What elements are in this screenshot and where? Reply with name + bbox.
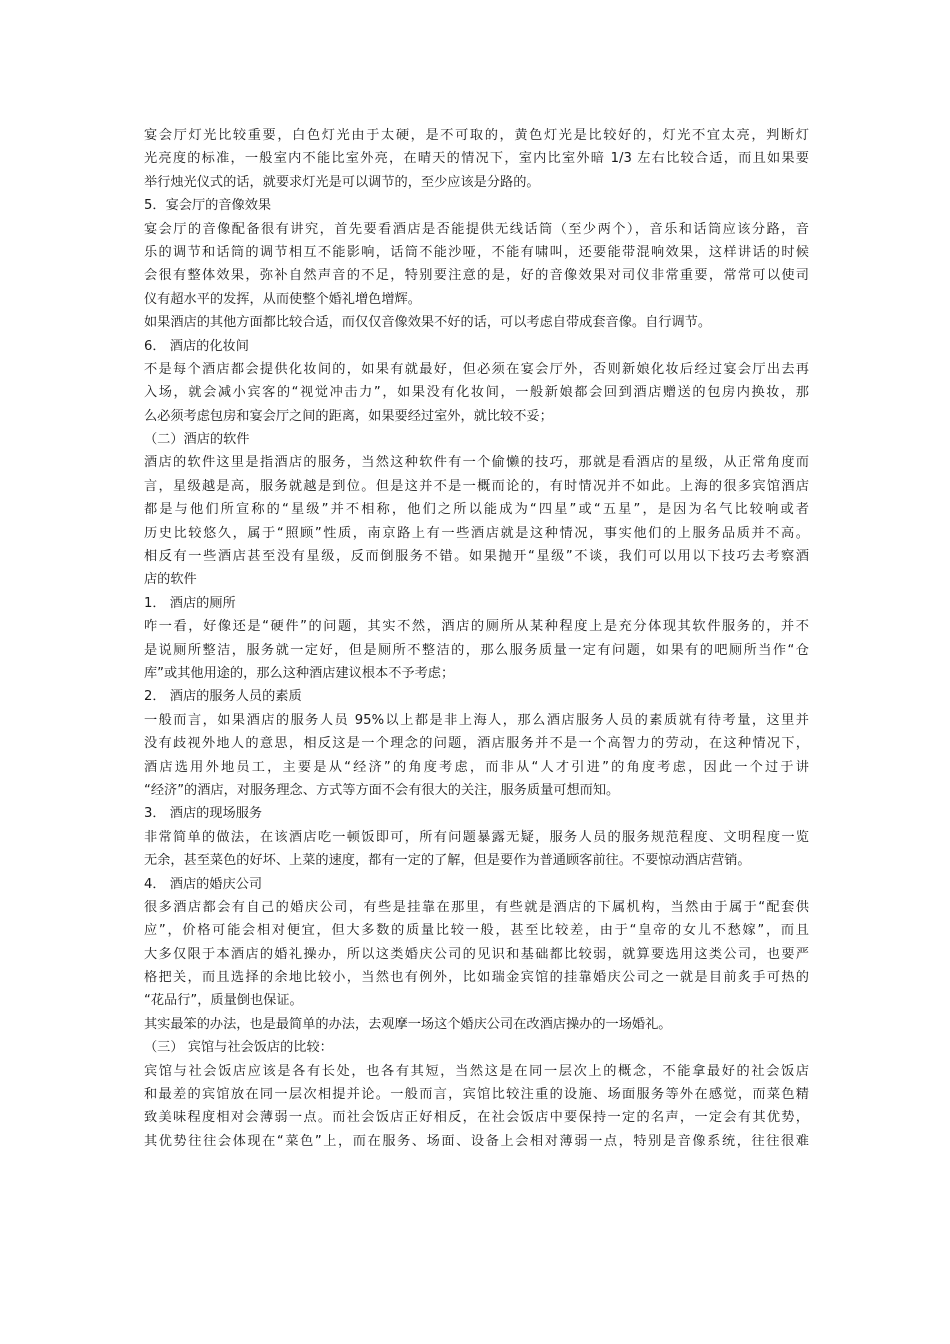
text-line: （三） 宾馆与社会饭店的比较： [144,1040,333,1056]
text-line: 致美味程度相对会薄弱一点。而社会饭店正好相反，在社会饭店中要保持一定的名声，一定会有其优势， [144,1110,809,1126]
text-line: 应”，价格可能会相对便宜，但大多数的质量比较一般，甚至比较差，由于“皇帝的女儿不愁嫁”，而且 [144,923,809,939]
text-line: 格把关，而且选择的余地比较小，当然也有例外，比如瑞金宾馆的挂靠婚庆公司之一就是目前炙手可热的 [144,970,809,986]
text-line: 仪有超水平的发挥，从而使整个婚礼增色增辉。 [144,291,421,307]
text-line: “花品行”，质量倒也保证。 [144,993,303,1009]
text-line: 无余，甚至菜色的好坏、上菜的速度，都有一定的了解，但是要作为普通顾客前往。不要惊动酒店营销。 [144,853,751,869]
text-line: 会很有整体效果，弥补自然声音的不足，特别要注意的是，好的音像效果对司仪非常重要，常常可以使司 [144,268,809,284]
text-line: 6． 酒店的化妆间 [144,338,249,354]
text-line: 宴会厅灯光比较重要，白色灯光由于太硬，是不可取的，黄色灯光是比较好的，灯光不宜太亮，判断灯 [144,128,809,143]
text-line: 咋一看，好像还是“硬件”的问题，其实不然，酒店的厕所从某种程度上是充分体现其软件服务的，并不 [144,619,809,635]
text-line: 4． 酒店的婚庆公司 [144,876,263,892]
text-line: 很多酒店都会有自己的婚庆公司，有些是挂靠在那里，有些就是酒店的下属机构，当然由于属于“配套供 [144,899,809,915]
text-line: 举行烛光仪式的话，就要求灯光是可以调节的，至少应该是分路的。 [144,174,540,190]
text-line: 大多仅限于本酒店的婚礼操办，所以这类婚庆公司的见识和基础都比较弱，就算要选用这类公司，也要严 [144,946,809,962]
text-line: 店的软件 [144,572,197,588]
text-line: 宴会厅的音像配备很有讲究，首先要看酒店是否能提供无线话筒（至少两个），音乐和话筒应该分路，音 [144,221,809,237]
text-line: 3． 酒店的现场服务 [144,806,263,822]
text-line: 相反有一些酒店甚至没有星级，反而倒服务不错。如果抛开“星级”不谈，我们可以用以下技巧去考察酒 [144,549,809,565]
text-line: 言，星级越是高，服务就越是到位。但是这并不是一概而论的，有时情况并不如此。上海的很多宾馆酒店 [144,478,809,494]
text-line: 不是每个酒店都会提供化妆间的，如果有就最好，但必须在宴会厅外，否则新娘化妆后经过宴会厅出去再 [144,361,809,377]
text-line: 是说厕所整洁，服务就一定好，但是厕所不整洁的，那么服务质量一定有问题，如果有的吧厕所当作“仓 [144,642,809,658]
text-line: 酒店选用外地员工，主要是从“经济”的角度考虑，而非从“人才引进”的角度考虑，因此一个过于讲 [144,759,809,775]
text-line: 酒店的软件这里是指酒店的服务，当然这种软件有一个偷懒的技巧，那就是看酒店的星级，从正常角度而 [144,455,809,471]
text-line: 入场，就会减小宾客的“视觉冲击力”，如果没有化妆间，一般新娘都会回到酒店赠送的包房内换妆，那 [144,385,809,401]
text-line: 都是与他们所宣称的“星级”并不相称，他们之所以能成为“四星”或“五星”，是因为名气比较响或者 [144,502,809,518]
text-line: 1． 酒店的厕所 [144,595,236,611]
text-line: “经济”的酒店，对服务理念、方式等方面不会有很大的关注，服务质量可想而知。 [144,782,620,798]
text-line: 5．宴会厅的音像效果 [144,198,272,214]
text-line: 和最差的宾馆放在同一层次相提并论。一般而言，宾馆比较注重的设施、场面服务等外在感觉，而菜色精 [144,1087,809,1103]
text-line: 2． 酒店的服务人员的素质 [144,689,302,705]
text-line: 光亮度的标准，一般室内不能比室外亮，在晴天的情况下，室内比室外暗 1/3 左右比较合适，而且如果要 [144,151,809,167]
text-line: 一般而言，如果酒店的服务人员 95%以上都是非上海人，那么酒店服务人员的素质就有待考量，这里并 [144,712,809,728]
text-line: 乐的调节和话筒的调节相互不能影响，话筒不能沙哑，不能有啸叫，还要能带混响效果，这样讲话的时候 [144,244,809,260]
text-line: 么必须考虑包房和宴会厅之间的距离，如果要经过室外，就比较不妥； [144,408,553,424]
document-body [144,124,809,1153]
text-line: 没有歧视外地人的意思，相反这是一个理念的问题，酒店服务并不是一个高智力的劳动，在这种情况下， [144,736,809,752]
text-line: 如果酒店的其他方面都比较合适，而仅仅音像效果不好的话，可以考虑自带成套音像。自行调节。 [144,315,712,331]
text-line: 历史比较悠久，属于“照顾”性质，南京路上有一些酒店就是这种情况，事实他们的上服务品质并不高。 [144,525,809,541]
text-line: 宾馆与社会饭店应该是各有长处，也各有其短，当然这是在同一层次上的概念，不能拿最好的社会饭店 [144,1063,809,1079]
text-line: 其优势往往会体现在“菜色”上，而在服务、场面、设备上会相对薄弱一点，特别是音像系统，往往很难 [144,1133,809,1149]
text-line: （二）酒店的软件 [144,432,250,448]
text-line: 非常简单的做法，在该酒店吃一顿饭即可，所有问题暴露无疑，服务人员的服务规范程度、文明程度一览 [144,829,809,845]
text-line: 其实最笨的办法，也是最简单的办法，去观摩一场这个婚庆公司在改酒店操办的一场婚礼。 [144,1016,672,1032]
text-line: 库”或其他用途的，那么这种酒店建议根本不予考虑； [144,665,455,681]
